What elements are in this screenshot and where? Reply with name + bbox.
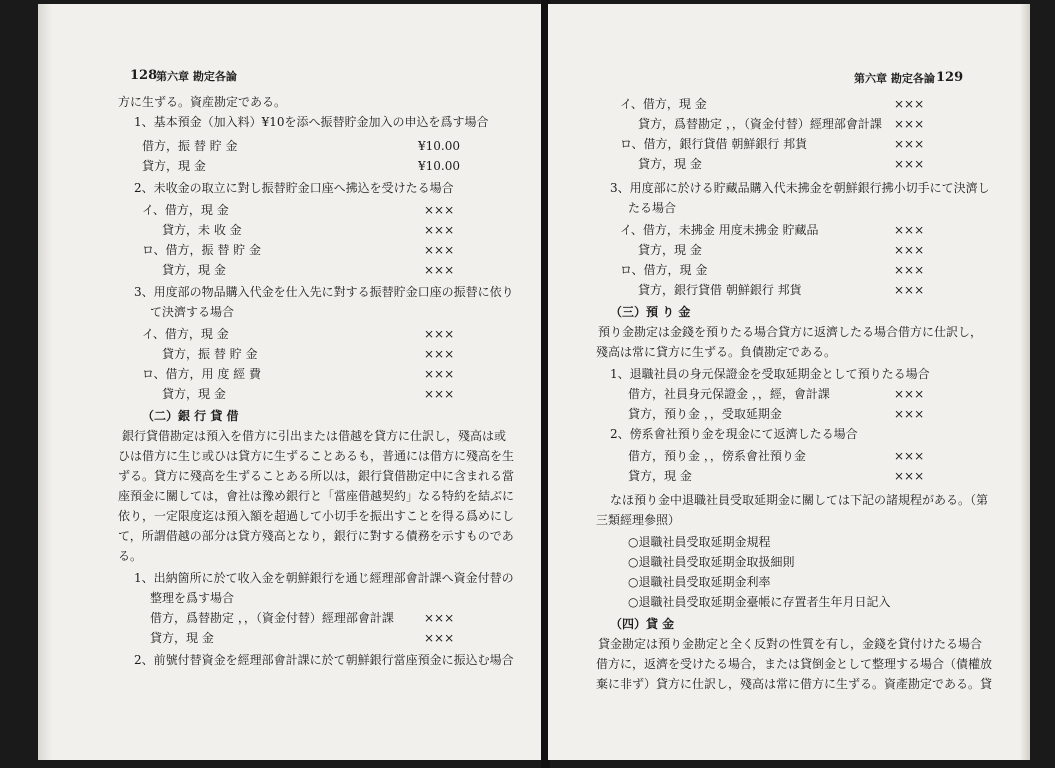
- amount: ×××: [424, 347, 455, 361]
- amount: ×××: [424, 203, 455, 217]
- journal-debit: 借方，預り金 ，，傍系會社預り金: [628, 449, 806, 463]
- regulation-item: ○退職社員受取延期金規程: [628, 535, 771, 549]
- amount: ×××: [424, 611, 455, 625]
- right-page: [548, 4, 1030, 760]
- journal-credit: 貸方，現 金: [162, 263, 226, 277]
- paragraph-line: て，所謂借越の部分は貸方殘高となり，銀行に對する債務を示すものであ: [118, 529, 514, 543]
- amount: ×××: [894, 263, 925, 277]
- amount: ×××: [894, 97, 925, 111]
- amount: ×××: [894, 407, 925, 421]
- journal-credit: 貸方，現 金: [638, 157, 702, 171]
- left-page: [38, 4, 543, 760]
- journal-credit: 貸方，銀行貸借 朝鮮銀行 邦貨: [638, 283, 802, 297]
- journal-debit: 借方，社員身元保證金 ，，經，會計課: [628, 387, 830, 401]
- amount: ×××: [424, 223, 455, 237]
- journal-credit: 貸方，現 金: [638, 243, 702, 257]
- paragraph-line: 借方に，返濟を受けたる場合，または貸倒金として整理する場合（債權放: [596, 657, 993, 671]
- amount: ×××: [424, 387, 455, 401]
- journal-credit: 貸方，現 金: [628, 469, 692, 483]
- amount: ×××: [424, 631, 455, 645]
- running-head: 第六章 勘定各論: [156, 70, 237, 83]
- journal-credit: 貸方，爲替勘定 ，，（資金付替）經理部會計課: [638, 117, 882, 131]
- text-line: 1、退職社員の身元保證金を受取延期金として預りたる場合: [610, 367, 930, 381]
- amount: ×××: [424, 327, 455, 341]
- journal-credit: 貸方，現 金: [162, 387, 226, 401]
- journal-credit: 貸方，現 金: [142, 159, 206, 173]
- paragraph-line: なほ預り金中退職社員受取延期金に關しては下記の諸規程がある。（第: [610, 493, 989, 507]
- amount: ×××: [894, 387, 925, 401]
- paragraph-line: 殘高は常に貸方に生ずる。負債勘定である。: [596, 345, 837, 359]
- amount: ×××: [894, 449, 925, 463]
- journal-debit: イ、借方，現 金: [620, 97, 707, 111]
- amount: ×××: [894, 117, 925, 131]
- paragraph-line: 三類經理參照）: [596, 513, 681, 527]
- regulation-item: ○退職社員受取延期金取扱細則: [628, 555, 795, 569]
- text-line: 2、前號付替資金を經理部會計課に於て朝鮮銀行當座預金に振込む場合: [134, 653, 514, 667]
- text-line: 整理を爲す場合: [150, 591, 235, 605]
- journal-debit: ロ、借方，振 替 貯 金: [142, 243, 261, 257]
- amount: ×××: [894, 243, 925, 257]
- amount: ×××: [894, 283, 925, 297]
- text-line: 2、傍系會社預り金を現金にて返濟したる場合: [610, 427, 858, 441]
- amount: ×××: [424, 367, 455, 381]
- page-number: 129: [936, 70, 964, 85]
- journal-credit: 貸方，現 金: [150, 631, 214, 645]
- amount: ×××: [894, 469, 925, 483]
- paragraph-line: 棄に非ず）貸方に仕訳し，殘高は常に借方に生ずる。資產勘定である。貸: [596, 677, 993, 691]
- text-line: て決濟する場合: [150, 305, 235, 319]
- text-line: 方に生ずる。資産勘定である。: [118, 95, 287, 109]
- amount: ×××: [424, 243, 455, 257]
- paragraph-line: 座預金に關しては，會社は豫め銀行と「當座借越契約」なる特約を結ぶに: [118, 489, 515, 503]
- page-number: 128: [130, 68, 158, 83]
- journal-debit: イ、借方，未拂金 用度未拂金 貯藏品: [620, 223, 819, 237]
- journal-debit: ロ、借方，現 金: [620, 263, 708, 277]
- journal-debit: イ、借方，現 金: [142, 203, 229, 217]
- text-line: 3、用度部の物品購入代金を仕入先に對する振替貯金口座の振替に依り: [134, 285, 514, 299]
- section-heading: （三）預 り 金: [610, 305, 691, 319]
- journal-debit: 借方，爲替勘定 ，，（資金付替）經理部會計課: [150, 611, 394, 625]
- amount: ¥10.00: [418, 139, 460, 153]
- paragraph-line: る。: [118, 549, 143, 563]
- journal-credit: 貸方，未 收 金: [162, 223, 242, 237]
- paragraph-line: 預り金勘定は金錢を預りたる場合貸方に返濟したる場合借方に仕訳し，: [598, 325, 983, 339]
- amount: ×××: [894, 157, 925, 171]
- journal-credit: 貸方，振 替 貯 金: [162, 347, 258, 361]
- section-heading: （二）銀 行 貸 借: [142, 409, 239, 423]
- paragraph-line: 依り，一定限度迄は預入額を超過して小切手を振出すことを得る爲めにし: [118, 509, 515, 523]
- running-head: 第六章 勘定各論: [854, 72, 935, 85]
- text-line: 1、基本預金（加入料）¥10を添へ振替貯金加入の申込を爲す場合: [134, 115, 489, 129]
- text-line: 3、用度部に於ける貯藏品購入代未拂金を朝鮮銀行拂小切手にて決濟し: [610, 181, 990, 195]
- journal-debit: 借方，振 替 貯 金: [142, 139, 238, 153]
- paragraph-line: 貸金勘定は預り金勘定と全く反對の性質を有し，金錢を貸付けたる場合: [598, 637, 983, 651]
- journal-debit: ロ、借方，用 度 經 費: [142, 367, 261, 381]
- journal-credit: 貸方，預り金 ，，受取延期金: [628, 407, 782, 421]
- text-line: たる場合: [628, 201, 677, 215]
- section-heading: （四）貸 金: [610, 617, 675, 631]
- paragraph-line: ずる。貸方に殘高を生ずることある所以は，銀行貸借勘定中に含まれる當: [118, 469, 515, 483]
- paragraph-line: 銀行貸借勘定は預入を借方に引出または借越を貸方に仕訳し，殘高は或: [122, 429, 507, 443]
- regulation-item: ○退職社員受取延期金利率: [628, 575, 771, 589]
- amount: ×××: [894, 223, 925, 237]
- regulation-item: ○退職社員受取延期金臺帳に存置者生年月日記入: [628, 595, 891, 609]
- journal-debit: ロ、借方，銀行貸借 朝鮮銀行 邦貨: [620, 137, 808, 151]
- amount: ¥10.00: [418, 159, 460, 173]
- paragraph-line: ひは借方に生じ或ひは貸方に生ずることあるも，普通には借方に殘高を生: [118, 449, 515, 463]
- text-line: 2、未收金の取立に對し振替貯金口座へ拂込を受けたる場合: [134, 181, 454, 195]
- journal-debit: イ、借方，現 金: [142, 327, 229, 341]
- amount: ×××: [424, 263, 455, 277]
- amount: ×××: [894, 137, 925, 151]
- text-line: 1、出納箇所に於て收入金を朝鮮銀行を通じ經理部會計課へ資金付替の: [134, 571, 514, 585]
